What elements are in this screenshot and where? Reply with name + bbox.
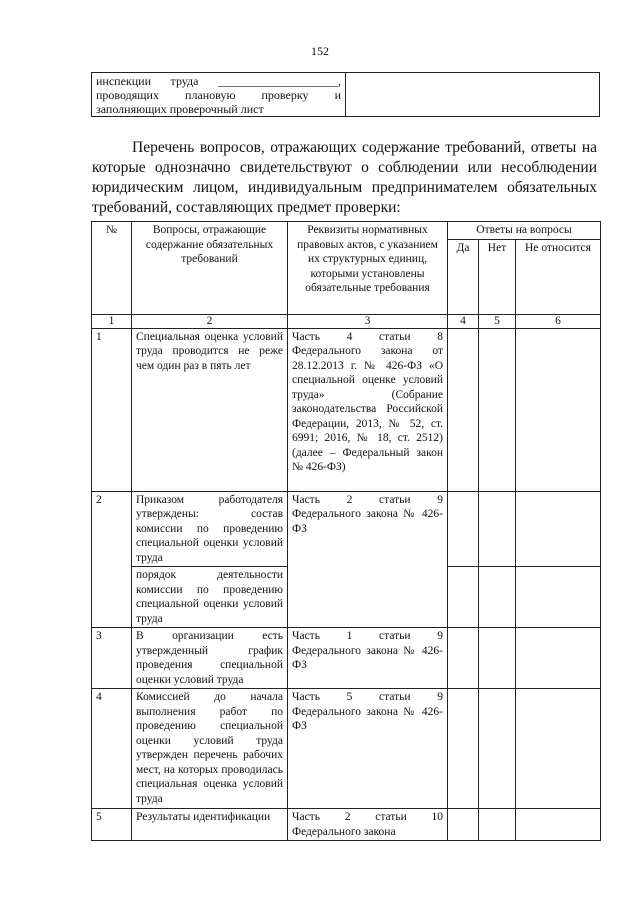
answer-no-cell[interactable] [479, 809, 516, 841]
answer-yes-cell[interactable] [448, 328, 479, 491]
requisite-cell: Часть 4 статьи 8 Федерального закона от 28.12.2013 г. № 426-ФЗ «О специальной оценке условий труда» (Собрание законодательства Российской Федерации, 2013, № 52, ст. 6991; 2016, № 18, ст. 2512) (далее – Федеральный закон № 426-ФЗ) [288, 328, 448, 491]
table-row [92, 328, 601, 491]
header-answers: Ответы на вопросы [448, 222, 601, 240]
requisite-cell: Часть 5 статьи 9 Федерального закона № 426-ФЗ [288, 689, 448, 809]
answer-na-cell[interactable] [516, 567, 601, 628]
header-na: Не относится [516, 239, 601, 314]
header-no: Нет [479, 239, 516, 314]
page-number: 152 [311, 44, 329, 58]
col-number: 2 [132, 314, 288, 328]
table-row [92, 809, 601, 841]
row-number: 4 [92, 689, 132, 809]
intro-paragraph: Перечень вопросов, отражающих содержание требований, ответы на которые однозначно свидетельствуют о соблюдении или несоблюдении юридическим лицом, индивидуальным предпринимателем обязательных требований, составляющих предмет проверки: [92, 139, 597, 216]
answer-na-cell[interactable] [516, 628, 601, 689]
column-number-row [92, 314, 601, 328]
header-yes: Да [448, 239, 479, 314]
question-cell: Приказом работодателя утверждены: состав комиссии по проведению специальной оценки условий труда [132, 491, 288, 567]
answer-no-cell[interactable] [479, 328, 516, 491]
answer-yes-cell[interactable] [448, 809, 479, 841]
col-number: 1 [92, 314, 132, 328]
answer-yes-cell[interactable] [448, 491, 479, 567]
col-number: 5 [479, 314, 516, 328]
question-cell: порядок деятельности комиссии по проведению специальной оценки условий труда [132, 567, 288, 628]
table-row [92, 689, 601, 809]
answer-no-cell[interactable] [479, 628, 516, 689]
row-number: 5 [92, 809, 132, 841]
header-questions: Вопросы, отражающие содержание обязательных требований [132, 222, 288, 315]
answer-na-cell[interactable] [516, 491, 601, 567]
answer-na-cell[interactable] [516, 328, 601, 491]
header-num: № [92, 222, 132, 315]
col-number: 3 [288, 314, 448, 328]
col-number: 4 [448, 314, 479, 328]
question-cell: Результаты идентификации [132, 809, 288, 841]
question-cell: Комиссией до начала выполнения работ по проведению специальной оценки условий труда утвержден перечень рабочих мест, на которых проводилась специальная оценка условий труда [132, 689, 288, 809]
answer-yes-cell[interactable] [448, 689, 479, 809]
answer-yes-cell[interactable] [448, 628, 479, 689]
table-row [92, 491, 601, 567]
question-cell: Специальная оценка условий труда проводится не реже чем один раз в пять лет [132, 328, 288, 491]
answer-na-cell[interactable] [516, 689, 601, 809]
requisite-cell: Часть 2 статьи 9 Федерального закона № 426-ФЗ [288, 491, 448, 628]
question-cell: В организации есть утвержденный график проведения специальной оценки условий труда [132, 628, 288, 689]
col-number: 6 [516, 314, 601, 328]
answer-yes-cell[interactable] [448, 567, 479, 628]
inspector-caption-line3: заполняющих проверочный лист [96, 102, 264, 116]
row-number: 3 [92, 628, 132, 689]
answer-no-cell[interactable] [479, 491, 516, 567]
row-number: 2 [92, 491, 132, 628]
inspector-caption-line1: инспекции труда ____________________, [96, 74, 341, 88]
inspector-box [91, 72, 600, 117]
answer-na-cell[interactable] [516, 809, 601, 841]
row-number: 1 [92, 328, 132, 491]
checklist-table [91, 221, 601, 841]
header-requisites: Реквизиты нормативных правовых актов, с указанием их структурных единиц, которыми установлены обязательные требования [288, 222, 448, 315]
inspector-caption [92, 73, 346, 116]
answer-no-cell[interactable] [479, 689, 516, 809]
answer-no-cell[interactable] [479, 567, 516, 628]
header-row [92, 222, 601, 240]
requisite-cell: Часть 1 статьи 9 Федерального закона № 426-ФЗ [288, 628, 448, 689]
requisite-cell: Часть 2 статьи 10 Федерального закона [288, 809, 448, 841]
inspector-caption-line2: проводящих плановую проверку и [96, 88, 341, 102]
table-row [92, 628, 601, 689]
